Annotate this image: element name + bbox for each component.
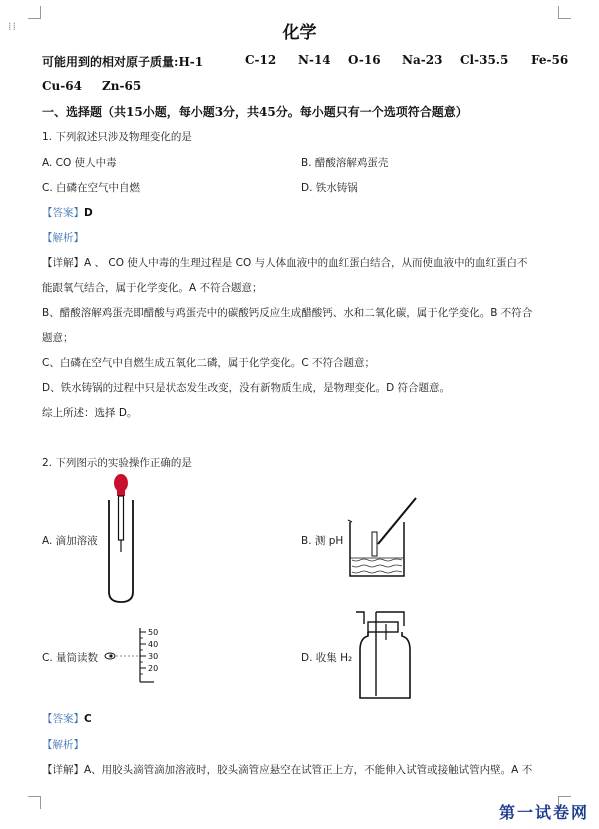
mass-n: N-14: [298, 53, 331, 67]
cylinder-tick-20: 20: [148, 664, 159, 673]
q1-detail-line-2: 能跟氧气结合，属于化学变化。A 不符合题意；: [42, 282, 263, 294]
cylinder-tick-50: 50: [148, 628, 159, 637]
q1-option-b: B. 醋酸溶解鸡蛋壳: [301, 157, 389, 169]
margin-corner-bottom-left: [28, 796, 41, 809]
answer-value: D: [84, 207, 93, 219]
q1-analysis-tag: 【解析】: [42, 232, 84, 244]
figure-dropper-test-tube: [96, 470, 146, 606]
mass-cu: Cu-64: [42, 79, 82, 93]
answer-tag: 【答案】: [42, 713, 84, 725]
q2-option-a: A. 滴加溶液: [42, 535, 98, 547]
figure-ph-beaker: [344, 492, 424, 580]
q2-detail-line-1: 【详解】A、用胶头滴管滴加溶液时，胶头滴管应悬空在试管正上方，不能伸入试管或接触试管内壁。A 不: [42, 764, 533, 776]
bottle-stopper: [368, 622, 398, 632]
q1-detail-line-1: 【详解】A 、 CO 使人中毒的生理过程是 CO 与人体血液中的血红蛋白结合，从而使血液中的血红蛋白不: [42, 257, 528, 269]
q2-analysis-tag: 【解析】: [42, 739, 84, 751]
q1-detail-line-4: 题意；: [42, 332, 74, 344]
q2-answer: [42, 711, 92, 726]
q1-option-d: D. 铁水铸锅: [301, 182, 358, 194]
page-title: 化学: [282, 23, 317, 43]
cylinder-tick-30: 30: [148, 652, 159, 661]
q1-option-c: C. 白磷在空气中自燃: [42, 182, 141, 194]
drag-handle-icon[interactable]: ⁞⁞: [8, 20, 17, 33]
atomic-masses: [42, 53, 572, 105]
q1-detail-line-6: D、铁水铸锅的过程中只是状态发生改变，没有新物质生成，是物理变化。D 符合题意。: [42, 382, 451, 394]
mass-na: Na-23: [402, 53, 443, 67]
answer-tag: 【答案】: [42, 207, 84, 219]
q2-option-d: D. 收集 H₂: [301, 652, 353, 664]
figure-gas-bottle: [354, 606, 420, 702]
q1-detail-line-5: C、白磷在空气中自燃生成五氧化二磷，属于化学变化。C 不符合题意；: [42, 357, 375, 369]
section-heading: 一、选择题（共15小题，每小题3分，共45分。每小题只有一个选项符合题意）: [42, 105, 468, 119]
cylinder-tick-40: 40: [148, 640, 159, 649]
question-2-stem: 2. 下列图示的实验操作正确的是: [42, 457, 192, 469]
q1-option-a: A. CO 使人中毒: [42, 157, 117, 169]
mass-fe: Fe-56: [531, 53, 569, 67]
mass-cl: Cl-35.5: [460, 53, 509, 67]
site-logo: 第一试卷网: [498, 803, 589, 822]
bottle: [360, 632, 410, 698]
q1-detail-line-7: 综上所述：选择 D。: [42, 407, 138, 419]
glass-rod: [378, 498, 416, 544]
masses-label-with-h: 可能用到的相对原子质量:H-1: [42, 55, 204, 69]
mass-c: C-12: [245, 53, 277, 67]
dropper-tube: [119, 496, 124, 540]
q1-detail-line-3: B、醋酸溶解鸡蛋壳即醋酸与鸡蛋壳中的碳酸钙反应生成醋酸钙、水和二氧化碳，属于化学变化。B 不符合: [42, 307, 533, 319]
figure-graduated-cylinder: [104, 624, 174, 686]
mass-o: O-16: [348, 53, 381, 67]
q2-option-b: B. 测 pH: [301, 535, 344, 547]
q2-option-c: C. 量筒读数: [42, 652, 99, 664]
q1-answer: [42, 205, 93, 220]
question-1-stem: 1. 下列叙述只涉及物理变化的是: [42, 131, 192, 143]
dropper-bulb: [114, 474, 128, 492]
mass-zn: Zn-65: [102, 79, 142, 93]
ph-paper: [372, 532, 377, 556]
answer-value: C: [84, 713, 92, 725]
